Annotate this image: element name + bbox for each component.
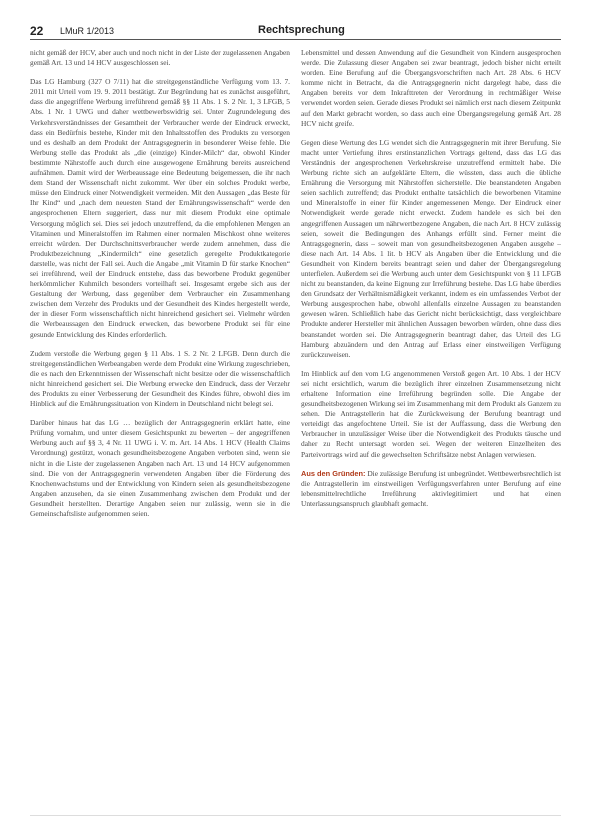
page-number: 22 <box>30 24 44 38</box>
section-lead: Aus den Gründen: <box>301 468 366 478</box>
paragraph: Im Hinblick auf den vom LG angenommenen Verstoß gegen Art. 10 Abs. 1 der HCV sei nicht ersichtlich, warum die bezüglich ihrer einzelnen Zusammensetzung nicht erhaltene Information eine Irreführung begründen solle. Die Angabe der gesundheitsbezogenen Wirkung sei im Zusammenhang mit dem Produkt als Ganzem zu sehen. Die Antragstellerin hat die Zurückweisung der Berufung beantragt und verteidigt das angefochtene Urteil. Sie ist der Auffassung, dass die Werbung den Verbraucher in unzulässiger Weise über die Notwendigkeit des Produkts täusche und daher zu Recht untersagt worden sei. Wegen der weiteren Einzelheiten des Parteivortrags wird auf die gewechselten Schriftsätze nebst Anlagen verwiesen. <box>301 368 561 459</box>
left-column <box>30 48 290 808</box>
closing-paragraph <box>301 469 561 509</box>
paragraph: Zudem verstoße die Werbung gegen § 11 Abs. 1 S. 2 Nr. 2 LFGB. Denn durch die streitgegenständlichen Werbeangaben werde dem Produkt eine Wirkung zugeschrieben, die es nach den Erkenntnissen der Wissenschaft nicht besitze oder die wissenschaftlich nicht hinreichend gesichert sei. Die Werbung erwecke den Eindruck, dass der Verzehr des Produkts zu einer Verbesserung der Gesundheit des Kindes führe, obwohl dies im Hinblick auf die Ernährungssituation von Kindern in Deutschland nicht belegt sei. <box>30 348 290 409</box>
paragraph: Das LG Hamburg (327 O 7/11) hat die streitgegenständliche Verfügung vom 13. 7. 2011 mit Urteil vom 19. 9. 2011 bestätigt. Zur Begründung hat es zunächst ausgeführt, dass die angegriffene Werbung irreführend gemäß §§ 11 Abs. 1 S. 2 Nr. 1, 3 LFGB, 5 Abs. 1 Nr. 1 UWG und daher wettbewerbswidrig sei. Unter Zugrundelegung des Verkehrsverständnisses der Gesamtheit der Verbraucher werde der Eindruck erweckt, dass ein Bedürfnis bestehe, Kinder mit den Inhaltsstoffen des Produkts zu versorgen und es deshalb an dem Produkt der Antragsgegnerin in besonderer Weise fehle. Die Werbung stelle das Produkt als „die (einzige) Kinder-Milch“ dar, obwohl Kinder bestimmte Nährstoffe auch durch eine ausgewogene Ernährung bereits ausreichend aufnähmen. Damit wird der Werbeaussage eine Bedeutung beigemessen, die ihr nach dem Stand der Wissenschaft nicht zukommt. Wer über ein solches Produkt werbe, müsse den Eindruck einer Notwendigkeit vermeiden. Mit den Aussagen „das Beste für Ihr Kind“ und „nach dem neuesten Stand der Ernährungswissenschaft“ werde den angesprochenen Eltern suggeriert, dass nur mit diesem Produkt eine optimale Versorgung möglich sei. Dies sei jedoch unzutreffend, da die empfohlenen Mengen an Vitaminen und Mineralstoffen im Rahmen einer normalen Mischkost ohne weiteres erreicht würden. Der Durchschnittsverbraucher werde zudem annehmen, dass die Produktbezeichnung „Kindermilch“ eine gesetzlich geregelte Produktkategorie darstelle, was nicht der Fall sei. Auch die Angabe „mit Vitamin D für starke Knochen“ sei irreführend, weil der Eindruck entstehe, dass das beworbene Produkt gegenüber herkömmlicher Kuhmilch besonders vorteilhaft sei. Insgesamt ergebe sich aus der Gestaltung der Werbung, dass gegenüber dem Verbraucher ein Zusammenhang zwischen dem Verzehr des Produkts und der Gesundheit des Kindes hergestellt werde, der in dieser Form wissenschaftlich nicht hinreichend gesichert sei. Vielmehr würden die Werbeaussagen den Eindruck erwecken, das beworbene Produkt sei für eine gesunde Entwicklung des Kindes erforderlich. <box>30 77 290 339</box>
page-header <box>30 22 561 42</box>
right-column <box>301 48 561 808</box>
journal-name: LMuR 1/2013 <box>60 26 115 36</box>
footer-rule <box>30 815 561 816</box>
paragraph: Gegen diese Wertung des LG wendet sich die Antragsgegnerin mit ihrer Berufung. Sie macht unter Vertiefung ihres erstinstanzlichen Vortrags geltend, dass das LG das Verständnis der angesprochenen Verkehrskreise unzutreffend ermittelt habe. Die Werbung richte sich an aufgeklärte Eltern, die wüssten, dass auch die übliche Ernährung die Versorgung mit Nährstoffen sicherstelle. Die beanstandeten Angaben seien sachlich zutreffend; das Produkt enthalte tatsächlich die beworbenen Vitamine und Mineralstoffe in einer für Kinder angemessenen Menge. Der Eindruck einer Notwendigkeit werde gerade nicht erweckt. Zudem handele es sich bei den angegriffenen Aussagen um nährwertbezogene Angaben, die nach Art. 8 HCV zulässig seien, soweit die Bedingungen des Anhangs erfüllt sind. Ferner meint die Antragsgegnerin, dass – soweit man von gesundheitsbezogenen Angaben ausgehe – diese nach Art. 14 Abs. 1 lit. b HCV als Angaben über die Entwicklung und die Gesundheit von Kindern bereits beantragt seien und daher der Übergangsregelung unterfielen. Außerdem sei die Werbung auch unter dem Gesichtspunkt von § 11 LFGB nicht zu beanstanden, da keine Eignung zur Irreführung bestehe. Das LG habe überdies den Grundsatz der Verhältnismäßigkeit verkannt, indem es ein umfassendes Verbot der Werbung ausgesprochen habe, obwohl allenfalls einzelne Aussagen zu beanstanden gewesen wären. Schließlich habe das Gericht nicht berücksichtigt, dass vergleichbare Produkte anderer Hersteller mit ähnlichen Aussagen beworben würden, ohne dass dies beanstandet worden sei. Die Antragsgegnerin beantragt daher, das Urteil des LG Hamburg abzuändern und den Antrag auf Erlass einer einstweiligen Verfügung zurückzuweisen. <box>301 137 561 359</box>
header-rule <box>30 39 561 40</box>
closing-text: Die zulässige Berufung ist unbegründet. Wettbewerbsrechtlich ist die Antragstellerin im einstweiligen Verfügungsverfahren unter Berufung auf eine lebensmittelrechtliche Irreführung aktivlegitimiert und hat einen Unterlassungsanspruch glaubhaft gemacht. <box>301 468 561 508</box>
paragraph: Darüber hinaus hat das LG … bezüglich der Antragsgegnerin erklärt hatte, eine Prüfung vornahm, und unter diesem Gesichtspunkt zu bewerten – der angegriffenen Werbung auch auf §§ 3, 4 Nr. 11 UWG i. V. m. Art. 14 Abs. 1 HCV (Health Claims Verordnung) gestützt, wonach gesundheitsbezogene Angaben verboten sind, wenn sie nicht in die Liste der zugelassenen Angaben nach Art. 13 und 14 HCV aufgenommen sind. Die von der Antragsgegnerin verwendeten Angaben über die Förderung des Knochenwachstums und der Entwicklung von Kindern seien als gesundheitsbezogene Angaben anzusehen, da sie einen Zusammenhang zwischen dem Produkt und der Gesundheit herstellten. Derartige Angaben seien nur zulässig, wenn sie in die Gemeinschaftsliste aufgenommen seien. <box>30 418 290 519</box>
section-title: Rechtsprechung <box>258 24 345 36</box>
paragraph: Lebensmittel und dessen Anwendung auf die Gesundheit von Kindern ausgesprochen werde. Die Zulassung dieser Angaben sei zwar beantragt, jedoch bisher nicht erteilt worden. Eine Berufung auf die Übergangsvorschriften nach Art. 28 Abs. 6 HCV komme nicht in Betracht, da die Antragsgegnerin nicht dargelegt habe, dass die Angaben bereits vor dem Inkrafttreten der Verordnung in rechtmäßiger Weise verwendet worden seien. Gerade dieses Produkt sei nämlich erst nach diesem Zeitpunkt auf den Markt gebracht worden, so dass auch eine Übergangsregelung gemäß Art. 28 HCV nicht greife. <box>301 48 561 128</box>
paragraph: nicht gemäß der HCV, aber auch und noch nicht in der Liste der zugelassenen Angaben gemäß Art. 13 und 14 HCV ausgeschlossen sei. <box>30 48 290 68</box>
